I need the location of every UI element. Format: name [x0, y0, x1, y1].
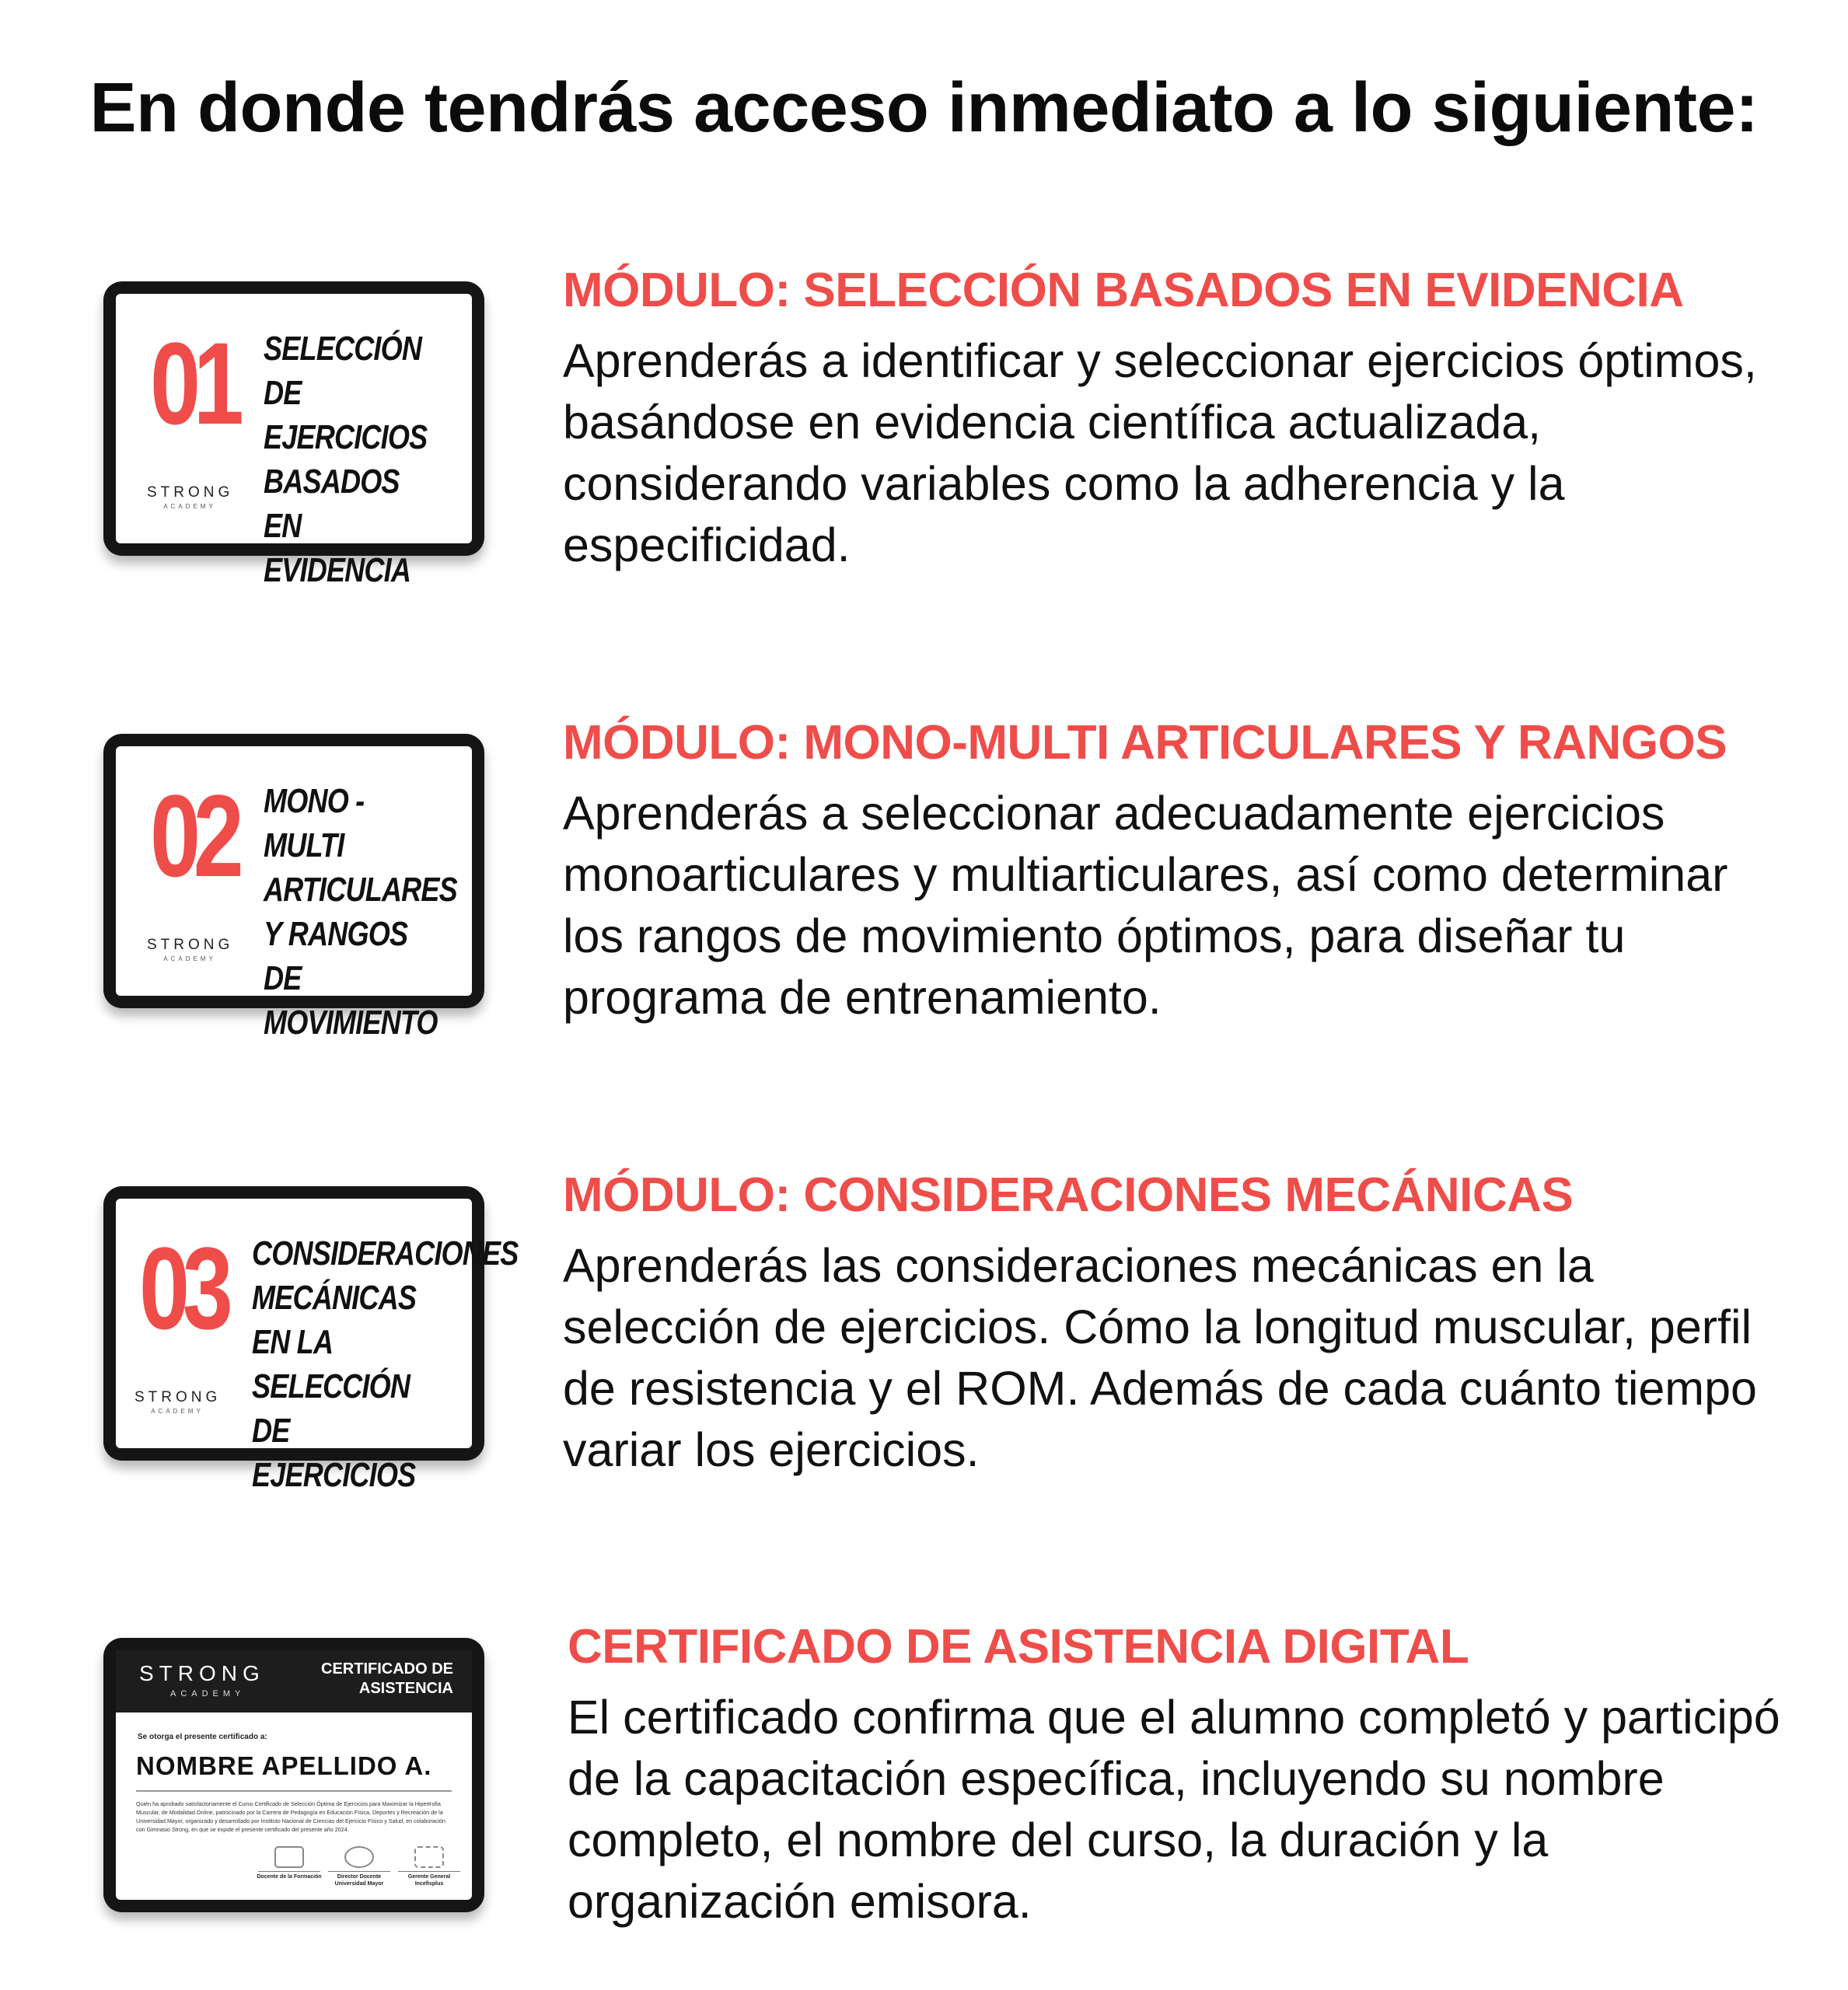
seal-icon: [274, 1846, 304, 1868]
module-3-description: Aprenderás las consideraciones mecánicas en la selección de ejercicios. Cómo la longitud muscular, perfil de resistencia y el ROM. Además de cada cuánto tiempo variar los ejercicios.: [563, 1239, 1757, 1476]
logo-sub: ACADEMY: [151, 1408, 204, 1415]
logo-brand: STRONG: [147, 937, 234, 953]
certificate-brand: STRONG: [139, 1661, 265, 1685]
signature-line: [398, 1871, 460, 1872]
logo-sub: ACADEMY: [163, 955, 216, 962]
certificate-description: El certificado confirma que el alumno completó y participó de la capacitación específica, incluyendo su nombre completo, el nombre del curso, la duración y la organización emisora.: [568, 1691, 1780, 1928]
screen-title: CONSIDERACIONES MECÁNICAS EN LA SELECCIÓN DE EJERCICIOS: [252, 1234, 519, 1494]
strong-academy-logo: [147, 484, 232, 510]
certificate-recipient-name: NOMBRE APELLIDO A.: [136, 1751, 432, 1780]
module-2-heading: MÓDULO: MONO-MULTI ARTICULARES Y RANGOS: [563, 716, 1727, 770]
signature-line: [258, 1871, 320, 1872]
certificate-screen: [116, 1650, 472, 1900]
logo-sub: ACADEMY: [163, 503, 216, 510]
certificate-header: [116, 1650, 472, 1712]
certificate-signatures: [256, 1846, 452, 1893]
signature-role: Director Docente Universidad Mayor: [334, 1874, 384, 1887]
signature-line: [328, 1871, 390, 1872]
tablet-screen: [116, 294, 472, 589]
page-title: En donde tendrás acceso inmediato a lo siguiente:: [89, 69, 1759, 147]
screen-title: MONO - MULTI ARTICULARES Y RANGOS DE MOVIMIENTO: [264, 782, 457, 1042]
logo-brand: STRONG: [147, 484, 234, 501]
tablet-screen: [116, 746, 472, 1042]
module-2-description: Aprenderás a seleccionar adecuadamente ejercicios monoarticulares y multiarticulares, así como determinar los rangos de movimiento óptimos, para diseñar tu programa de entrenamiento.: [563, 787, 1728, 1024]
signature-role: Gerente General Incefisplus: [407, 1874, 451, 1887]
certificate-heading: CERTIFICADO DE ASISTENCIA DIGITAL: [568, 1620, 1469, 1674]
certificate-label: CERTIFICADO DE ASISTENCIA: [321, 1660, 453, 1697]
certificate-academy: ACADEMY: [170, 1689, 246, 1698]
strong-academy-logo: [147, 937, 232, 962]
certificate-body-text: Quién ha aprobado satisfactoriamente el Curso Certificado de Selección Óptima de Ejercicios para Maximizar la Hipertrofia Muscular, de Modalidad Online, patrocinado por la Carrera de Pedagogía en Educación Física, Deportes y Recreación de la Universidad Mayor, organizado y desarrollado por Instituto Nacional de Ciencias del Ejercicio Físico y Salud, en colaboración con Gimnasio Strong, en que se expide el presente certificado del presente año 2024.: [136, 1800, 445, 1833]
certificate-granted-text: Se otorga el presente certificado a:: [138, 1733, 267, 1741]
signature-role: Docente de la Formación: [257, 1874, 322, 1880]
module-number: 02: [150, 770, 237, 901]
tablet-screen: [116, 1199, 519, 1494]
module-1-description: Aprenderás a identificar y seleccionar ejercicios óptimos, basándose en evidencia científica actualizada, considerando variables como la adherencia y la especificidad.: [563, 334, 1757, 571]
logo-brand: STRONG: [134, 1389, 222, 1405]
certificate-tablet: [103, 1638, 484, 1912]
module-3-tablet: [103, 1186, 519, 1494]
screen-title: SELECCIÓN DE EJERCICIOS BASADOS EN EVIDENCIA: [264, 330, 428, 589]
signature-3: [396, 1846, 463, 1887]
strong-academy-logo: [134, 1389, 220, 1415]
module-number: 01: [150, 318, 237, 449]
module-1-tablet: [103, 281, 484, 589]
module-2-tablet: [103, 734, 484, 1042]
seal-icon: [344, 1846, 374, 1868]
divider: [136, 1790, 452, 1792]
module-number: 03: [139, 1223, 226, 1353]
module-1-heading: MÓDULO: SELECCIÓN BASADOS EN EVIDENCIA: [563, 264, 1684, 317]
signature-scribble-icon: [414, 1846, 444, 1868]
signature-2: [326, 1846, 393, 1887]
signature-1: [256, 1846, 323, 1880]
module-3-heading: MÓDULO: CONSIDERACIONES MECÁNICAS: [563, 1168, 1574, 1222]
